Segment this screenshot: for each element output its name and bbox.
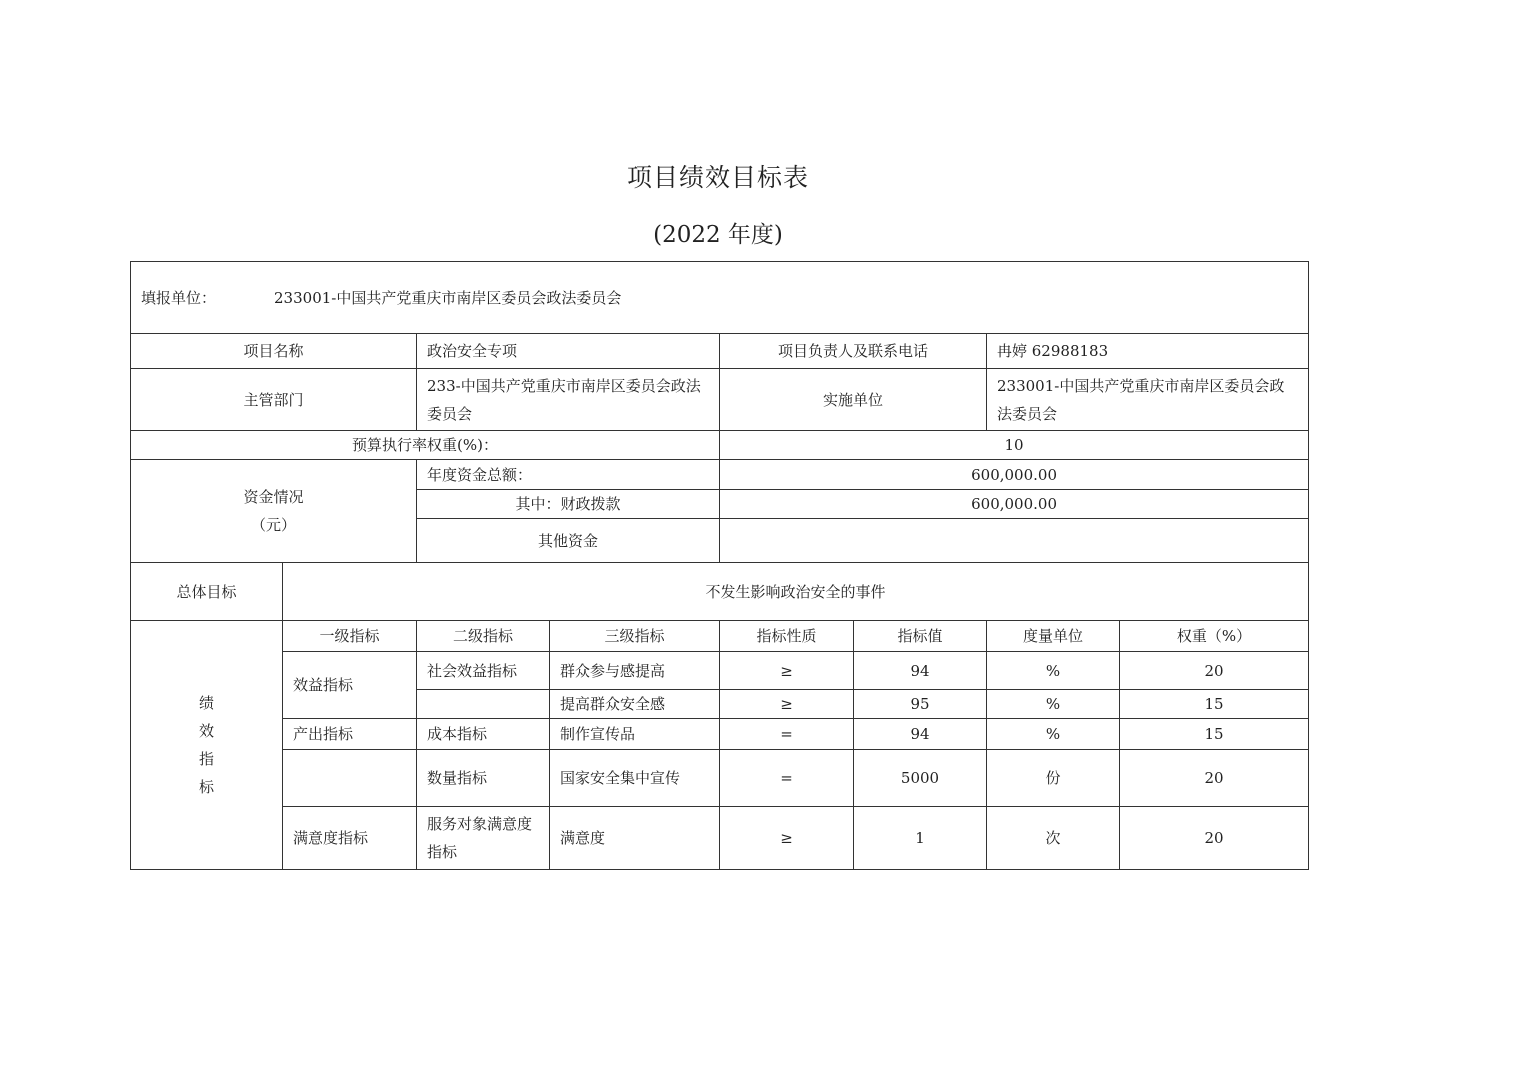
table-row [131,750,1309,807]
indicator-weight: 15 [1120,719,1309,750]
funds-other-label: 其他资金 [417,519,720,563]
indicator-side-label [131,621,283,870]
indicator-side-char: 绩 [198,694,214,712]
indicator-value: 1 [854,807,987,870]
indicator-weight: 15 [1120,690,1309,719]
funds-other-value [720,519,1309,563]
indicator-level2: 服务对象满意度指标 [417,807,550,870]
indicator-level3: 满意度 [550,807,720,870]
indicator-value: 94 [854,652,987,690]
funds-label [131,460,417,563]
budget-weight-value: 10 [720,431,1309,460]
table-row [131,807,1309,870]
overall-goal-value: 不发生影响政治安全的事件 [283,563,1309,621]
header-level3: 三级指标 [550,621,720,652]
reporting-unit-label: 填报单位： [141,288,217,307]
indicator-unit: % [987,652,1120,690]
page-title: 项目绩效目标表 [626,163,809,192]
impl-unit-value: 233001-中国共产党重庆市南岸区委员会政法委员会 [987,369,1309,431]
header-weight: 权重（%） [1120,621,1309,652]
indicator-side-char: 效 [198,722,214,740]
indicator-level1: 产出指标 [283,719,417,750]
funds-fiscal-label: 其中：财政拨款 [417,490,720,519]
header-level1: 一级指标 [283,621,417,652]
indicator-level1: 满意度指标 [283,807,417,870]
budget-weight-label: 预算执行率权重(%)： [131,431,720,460]
project-owner-value: 冉婷 62988183 [987,334,1309,369]
page-subtitle: (2022 年度) [653,222,783,248]
project-name-label: 项目名称 [131,334,417,369]
header-nature: 指标性质 [720,621,854,652]
indicator-unit: % [987,690,1120,719]
funds-label-line1: 资金情况 [243,488,304,506]
dept-value: 233-中国共产党重庆市南岸区委员会政法委员会 [417,369,720,431]
indicator-level2-empty [417,690,550,719]
dept-label: 主管部门 [131,369,417,431]
table-row [131,719,1309,750]
indicator-nature: = [720,719,854,750]
reporting-unit-cell [131,262,1309,334]
project-owner-label: 项目负责人及联系电话 [720,334,987,369]
indicator-nature: ≥ [720,652,854,690]
indicator-value: 95 [854,690,987,719]
indicator-value: 5000 [854,750,987,807]
funds-total-value: 600,000.00 [720,460,1309,490]
header-unit: 度量单位 [987,621,1120,652]
indicator-level2: 数量指标 [417,750,550,807]
funds-fiscal-value: 600,000.00 [720,490,1309,519]
indicator-level1: 效益指标 [283,652,417,719]
indicator-nature: ≥ [720,807,854,870]
indicator-unit: 份 [987,750,1120,807]
indicator-weight: 20 [1120,750,1309,807]
indicator-side-char: 指 [198,750,214,768]
indicator-level3: 提高群众安全感 [550,690,720,719]
indicator-level3: 国家安全集中宣传 [550,750,720,807]
indicator-level2: 成本指标 [417,719,550,750]
overall-goal-label: 总体目标 [131,563,283,621]
reporting-unit-value: 233001-中国共产党重庆市南岸区委员会政法委员会 [274,288,622,307]
indicator-level2: 社会效益指标 [417,652,550,690]
header-level2: 二级指标 [417,621,550,652]
header-value: 指标值 [854,621,987,652]
indicator-side-char: 标 [198,778,214,796]
indicator-nature: ≥ [720,690,854,719]
funds-label-line2: （元） [250,516,296,534]
project-name-value: 政治安全专项 [417,334,720,369]
table-row [131,652,1309,690]
indicator-unit: % [987,719,1120,750]
performance-table [130,261,1309,870]
indicator-weight: 20 [1120,807,1309,870]
impl-unit-label: 实施单位 [720,369,987,431]
indicator-level3: 群众参与感提高 [550,652,720,690]
indicator-level1 [283,750,417,807]
indicator-level3: 制作宣传品 [550,719,720,750]
indicator-weight: 20 [1120,652,1309,690]
indicator-nature: = [720,750,854,807]
funds-total-label: 年度资金总额： [417,460,720,490]
indicator-value: 94 [854,719,987,750]
indicator-unit: 次 [987,807,1120,870]
